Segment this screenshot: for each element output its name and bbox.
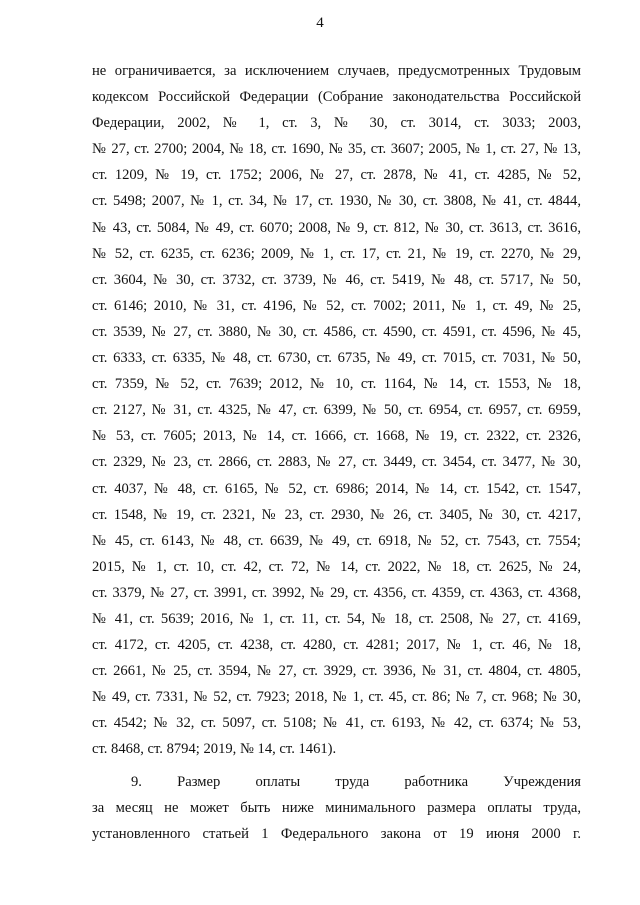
text-line: установленного статьей 1 Федерального закона от 19 июня 2000 г. <box>92 825 581 842</box>
document-body <box>92 58 581 847</box>
text-line: кодексом Российской Федерации (Собрание законодательства Российской <box>92 89 581 106</box>
text-line: ст. 2329, № 23, ст. 2866, ст. 2883, № 27, ст. 3449, ст. 3454, ст. 3477, № 30, <box>92 454 581 471</box>
text-line: № 45, ст. 6143, № 48, ст. 6639, № 49, ст. 6918, № 52, ст. 7543, ст. 7554; <box>92 532 581 549</box>
text-line: № 27, ст. 2700; 2004, № 18, ст. 1690, № 35, ст. 3607; 2005, № 1, ст. 27, № 13, <box>92 141 581 158</box>
text-line: № 53, ст. 7605; 2013, № 14, ст. 1666, ст. 1668, № 19, ст. 2322, ст. 2326, <box>92 428 581 445</box>
text-line: ст. 8468, ст. 8794; 2019, № 14, ст. 1461). <box>92 741 337 758</box>
text-line: ст. 1548, № 19, ст. 2321, № 23, ст. 2930, № 26, ст. 3405, № 30, ст. 4217, <box>92 506 581 523</box>
text-line: за месяц не может быть ниже минимального размера оплаты труда, <box>92 799 581 816</box>
text-line: № 43, ст. 5084, № 49, ст. 6070; 2008, № 9, ст. 812, № 30, ст. 3613, ст. 3616, <box>92 219 581 236</box>
text-line: № 52, ст. 6235, ст. 6236; 2009, № 1, ст. 17, ст. 21, № 19, ст. 2270, № 29, <box>92 245 581 262</box>
text-line: № 49, ст. 7331, № 52, ст. 7923; 2018, № 1, ст. 45, ст. 86; № 7, ст. 968; № 30, <box>92 689 581 706</box>
text-line: ст. 4542; № 32, ст. 5097, ст. 5108; № 41, ст. 6193, № 42, ст. 6374; № 53, <box>92 715 581 732</box>
text-line: ст. 2661, № 25, ст. 3594, № 27, ст. 3929, ст. 3936, № 31, ст. 4804, ст. 4805, <box>92 663 581 680</box>
paragraph-legal-references <box>92 58 581 763</box>
page-number: 4 <box>316 15 324 31</box>
text-line: ст. 5498; 2007, № 1, ст. 34, № 17, ст. 1930, № 30, ст. 3808, № 41, ст. 4844, <box>92 193 581 210</box>
text-line: ст. 3604, № 30, ст. 3732, ст. 3739, № 46, ст. 5419, № 48, ст. 5717, № 50, <box>92 271 581 288</box>
text-line: ст. 4037, № 48, ст. 6165, № 52, ст. 6986; 2014, № 14, ст. 1542, ст. 1547, <box>92 480 581 497</box>
paragraph-9-minimum-wage <box>92 769 581 847</box>
text-line: ст. 6333, ст. 6335, № 48, ст. 6730, ст. 6735, № 49, ст. 7015, ст. 7031, № 50, <box>92 350 581 367</box>
text-line: ст. 3539, № 27, ст. 3880, № 30, ст. 4586, ст. 4590, ст. 4591, ст. 4596, № 45, <box>92 323 581 340</box>
text-line: ст. 1209, № 19, ст. 1752; 2006, № 27, ст. 2878, № 41, ст. 4285, № 52, <box>92 167 581 184</box>
text-line: ст. 7359, № 52, ст. 7639; 2012, № 10, ст. 1164, № 14, ст. 1553, № 18, <box>92 376 581 393</box>
text-line: 2015, № 1, ст. 10, ст. 42, ст. 72, № 14, ст. 2022, № 18, ст. 2625, № 24, <box>92 558 581 575</box>
text-line: Федерации, 2002, № 1, ст. 3, № 30, ст. 3014, ст. 3033; 2003, <box>92 115 581 132</box>
text-line: не ограничивается, за исключением случаев, предусмотренных Трудовым <box>92 63 581 79</box>
text-line: ст. 4172, ст. 4205, ст. 4238, ст. 4280, ст. 4281; 2017, № 1, ст. 46, № 18, <box>92 637 581 654</box>
text-line: 9. Размер оплаты труда работника Учреждения <box>131 773 581 790</box>
text-line: № 41, ст. 5639; 2016, № 1, ст. 11, ст. 54, № 18, ст. 2508, № 27, ст. 4169, <box>92 610 581 627</box>
text-line: ст. 2127, № 31, ст. 4325, № 47, ст. 6399, № 50, ст. 6954, ст. 6957, ст. 6959, <box>92 402 581 419</box>
text-line: ст. 3379, № 27, ст. 3991, ст. 3992, № 29, ст. 4356, ст. 4359, ст. 4363, ст. 4368, <box>92 584 581 601</box>
text-line: ст. 6146; 2010, № 31, ст. 4196, № 52, ст. 7002; 2011, № 1, ст. 49, № 25, <box>92 297 581 314</box>
